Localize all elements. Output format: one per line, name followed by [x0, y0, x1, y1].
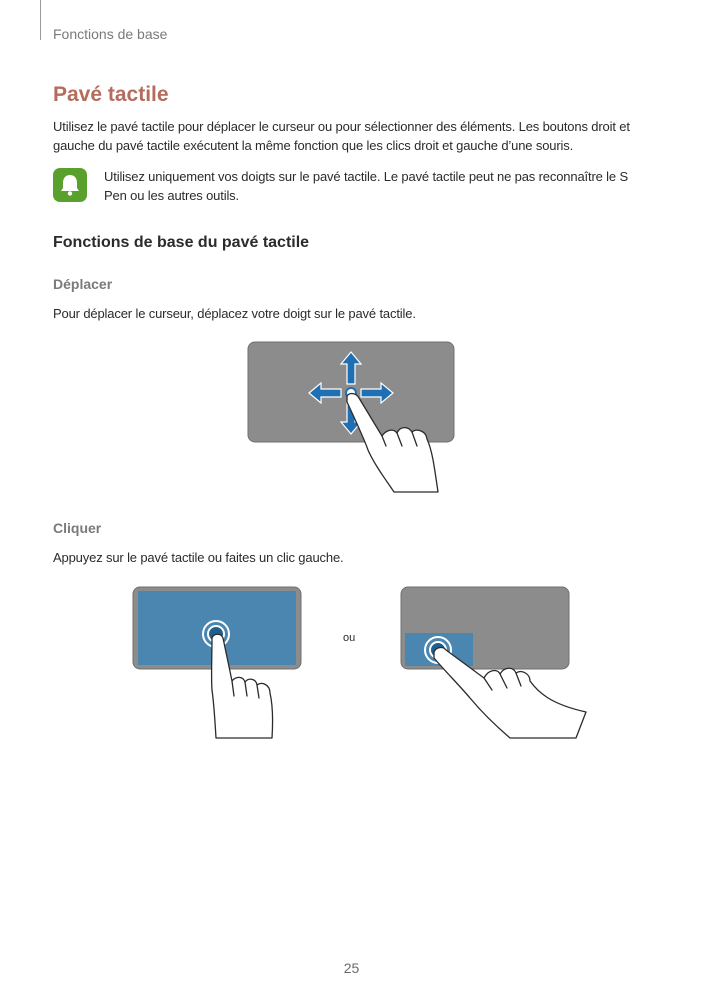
- running-header: Fonctions de base: [53, 26, 168, 42]
- move-heading: Déplacer: [53, 276, 113, 292]
- tap-illustration: [132, 586, 302, 746]
- move-description: Pour déplacer le curseur, déplacez votre doigt sur le pavé tactile.: [53, 306, 416, 321]
- separator-text: ou: [343, 632, 356, 644]
- header-rule: [40, 0, 41, 40]
- intro-paragraph: Utilisez le pavé tactile pour déplacer le curseur ou pour sélectionner des éléments. Les boutons droit et gauche du pavé tactile exécutent la même fonction que les clics droit et gauche d’une souris.: [53, 119, 630, 153]
- bell-icon: [53, 168, 87, 202]
- subsection-title: Fonctions de base du pavé tactile: [53, 234, 310, 251]
- move-illustration: [246, 340, 476, 500]
- section-title: Pavé tactile: [53, 83, 169, 106]
- page-number: 25: [343, 960, 360, 976]
- note-text: Utilisez uniquement vos doigts sur le pavé tactile. Le pavé tactile peut ne pas reconnaître le S Pen ou les autres outils.: [104, 169, 628, 203]
- left-click-illustration: [400, 586, 590, 746]
- click-heading: Cliquer: [53, 520, 102, 536]
- click-description: Appuyez sur le pavé tactile ou faites un clic gauche.: [53, 550, 344, 565]
